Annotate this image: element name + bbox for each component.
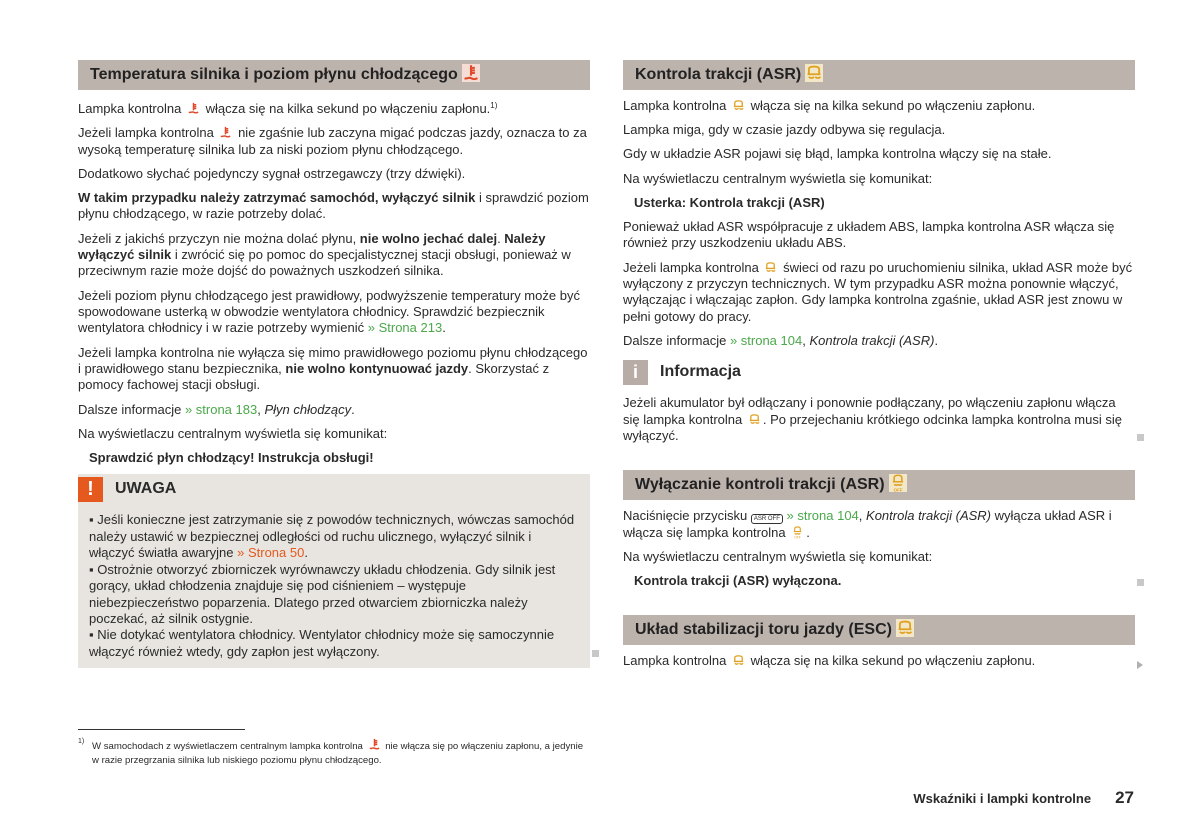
- paragraph: [78, 426, 590, 442]
- paragraph: [623, 508, 1135, 541]
- text: Dodatkowo słychać pojedynczy sygnał ostrzegawczy (trzy dźwięki).: [78, 165, 466, 181]
- message-line: [623, 573, 1135, 589]
- page-number: 27: [1115, 788, 1134, 807]
- page-link[interactable]: » Strona 213: [367, 320, 443, 336]
- end-marker-icon: [592, 650, 599, 657]
- info-title: Informacja: [660, 363, 741, 381]
- page-link[interactable]: » strona 104: [786, 508, 859, 524]
- page-footer: [913, 790, 1134, 807]
- text: ,: [257, 401, 265, 417]
- message-line: [78, 450, 590, 466]
- warning-box: [78, 474, 590, 668]
- esc-icon: [896, 619, 914, 637]
- continue-arrow-icon: [1137, 661, 1143, 669]
- left-column: [78, 60, 590, 668]
- text: W samochodach z wyświetlaczem centralnym lampka kontrolna: [92, 741, 366, 752]
- coolant-temperature-icon: [368, 738, 381, 751]
- page-link[interactable]: » Strona 50: [237, 545, 305, 561]
- paragraph: [623, 549, 1135, 565]
- info-body: [623, 395, 1135, 444]
- paragraph: [89, 562, 579, 628]
- coolant-temperature-icon: [462, 64, 480, 82]
- section-heading-asr-off: Wyłączanie kontroli trakcji (ASR) OFF: [623, 470, 1135, 500]
- text: Na wyświetlaczu centralnym wyświetla się komunikat:: [623, 549, 933, 565]
- page-link[interactable]: » strona 104: [729, 333, 803, 349]
- bold-text: W takim przypadku należy zatrzymać samochód, wyłączyć silnik: [78, 190, 476, 206]
- text: .: [304, 545, 308, 561]
- message-line: [623, 195, 1135, 211]
- footnote: 1) W samochodach z wyświetlaczem centralnym lampka kontrolna nie włącza się po włączeniu zapłonu, a jedynie w razie przegrzania silnika lub niskiego poziomu płynu chłodzącego.: [78, 738, 584, 766]
- bold-text: Należy wyłączyć silnik: [78, 230, 546, 263]
- asr-icon: [732, 654, 745, 667]
- text: .: [934, 333, 939, 349]
- paragraph: [623, 219, 1135, 252]
- paragraph: [78, 98, 590, 117]
- coolant-temperature-icon: [187, 102, 200, 115]
- display-message: Sprawdzić płyn chłodzący! Instrukcja obsługi!: [89, 450, 374, 466]
- italic-text: Płyn chłodzący: [264, 401, 352, 417]
- page-link[interactable]: » strona 183: [184, 401, 258, 417]
- text: Jeżeli poziom płynu chłodzącego jest prawidłowy, podwyższenie temperatury może być spowodowane usterką w obwodzie wentylatora chłodnicy. Sprawdzić bezpiecznik wentylatora chłodnicy i w razie potrzeby wymienić: [78, 287, 580, 336]
- paragraph: [623, 395, 1135, 444]
- end-marker-icon: [1137, 579, 1144, 586]
- text: Jeżeli lampka kontrolna nie wyłącza się mimo prawidłowego poziomu płynu chłodzącego i prawidłowego stanu bezpiecznika,: [78, 344, 588, 377]
- paragraph: [89, 627, 579, 660]
- bold-text: nie wolno jechać dalej: [359, 230, 498, 246]
- coolant-temperature-icon: [219, 126, 232, 139]
- paragraph: [78, 288, 590, 337]
- asr-off-icon: [889, 474, 907, 492]
- asr-off-body: [623, 508, 1135, 589]
- asr-icon: [748, 413, 761, 426]
- text: Jeżeli lampka kontrolna: [78, 125, 218, 141]
- section-heading-coolant: Temperatura silnika i poziom płynu chłodzącego: [78, 60, 590, 90]
- text: włącza się na kilka sekund po włączeniu zapłonu.: [201, 101, 491, 116]
- text: Jeżeli z jakichś przyczyn nie można dolać płynu,: [78, 230, 360, 246]
- asr-off-button-icon: ASR OFF: [751, 514, 783, 524]
- asr-icon: [732, 99, 745, 112]
- asr-body: [623, 98, 1135, 349]
- text: i sprawdzić poziom płynu chłodzącego, w razie potrzeby dolać.: [78, 190, 589, 222]
- bold-text: nie wolno kontynuować jazdy: [285, 361, 469, 377]
- text: Jeżeli akumulator był odłączany i ponownie podłączany, po włączeniu zapłonu włącza się lampka kontrolna: [623, 395, 1116, 427]
- text: świeci od razu po uruchomieniu silnika, układ ASR może być wyłączony z przyczyn technicznych. W tym przypadku ASR można ponownie włączyć, wyłączając i włączając zapłon. Gdy lampka kontrolna zgaśnie, układ ASR jest znowu w pełni gotowy do pracy.: [623, 259, 1133, 324]
- text: Gdy w układzie ASR pojawi się błąd, lampka kontrolna włączy się na stałe.: [623, 146, 1052, 162]
- text: Lampka kontrolna: [78, 101, 185, 116]
- svg-text:OFF: OFF: [893, 487, 903, 493]
- text: włącza się na kilka sekund po włączeniu zapłonu.: [746, 98, 1036, 113]
- footer-section-title: Wskaźniki i lampki kontrolne: [913, 791, 1092, 806]
- paragraph: [623, 122, 1135, 138]
- text: Dalsze informacje: [78, 401, 185, 417]
- info-icon: i: [623, 360, 648, 385]
- text: ▪ Jeśli konieczne jest zatrzymanie się z powodów technicznych, wówczas samochód należy ustawić w bezpiecznej odległości od ruchu ulicznego, wyłączyć silnik i włączyć światła awaryjne: [89, 512, 575, 561]
- text: . Skorzystać z pomocy fachowej stacji obsługi.: [78, 361, 550, 393]
- text: Lampka miga, gdy w czasie jazdy odbywa się regulacja.: [623, 122, 946, 138]
- paragraph: [78, 166, 590, 182]
- warning-title: UWAGA: [115, 480, 177, 498]
- text: i zwrócić się po pomoc do specjalistycznej stacji obsługi, ponieważ w przeciwnym razie może dojść do poważnych uszkodzeń silnika.: [78, 247, 571, 279]
- right-column: [623, 60, 1135, 678]
- coolant-body: [78, 98, 590, 466]
- footnote-ref: 1): [490, 101, 498, 110]
- section-heading-esc: Układ stabilizacji toru jazdy (ESC): [623, 615, 1135, 645]
- asr-icon: [805, 64, 823, 82]
- text: ,: [858, 508, 867, 524]
- text: Ponieważ układ ASR współpracuje z układem ABS, lampka kontrolna ASR włącza się również przy uszkodzeniu układu ABS.: [623, 219, 1115, 251]
- text: Naciśnięcie przycisku: [623, 508, 751, 524]
- footnote-divider: [78, 729, 245, 730]
- text: nie włącza się po włączeniu zapłonu, a jedynie w razie przegrzania silnika lub niskiego poziomu płynu chłodzącego.: [92, 741, 584, 766]
- paragraph: [78, 402, 590, 418]
- paragraph: [89, 512, 579, 561]
- paragraph: [78, 125, 590, 158]
- text: Lampka kontrolna: [623, 98, 730, 113]
- section-heading-asr: Kontrola trakcji (ASR): [623, 60, 1135, 90]
- warning-icon: !: [78, 477, 103, 502]
- text: ,: [802, 333, 810, 349]
- paragraph: [623, 171, 1135, 187]
- paragraph: [78, 345, 590, 394]
- text: włącza się na kilka sekund po włączeniu zapłonu.: [746, 653, 1036, 669]
- text: ▪ Ostrożnie otworzyć zbiorniczek wyrównawczy układu chłodzenia. Gdy silnik jest gorący, układ chłodzenia znajduje się pod ciśnieniem – występuje niebezpieczeństwo poparzenia. Dlatego przed otwarciem zbiorniczka należy poczekać, aż silnik ostygnie.: [89, 561, 556, 626]
- paragraph: [623, 333, 1135, 349]
- asr-icon: [764, 261, 777, 274]
- text: Na wyświetlaczu centralnym wyświetla się komunikat:: [623, 170, 933, 186]
- paragraph: [623, 146, 1135, 162]
- text: wyłącza układ ASR i włącza się lampka kontrolna: [623, 508, 1112, 540]
- text: Lampka kontrolna: [623, 653, 730, 669]
- esc-body: [623, 653, 1135, 669]
- display-message: Usterka: Kontrola trakcji (ASR): [634, 194, 825, 210]
- text: .: [442, 320, 446, 336]
- paragraph: [623, 653, 1135, 669]
- text: ▪ Nie dotykać wentylatora chłodnicy. Wentylator chłodnicy może się samoczynnie włączyć również wtedy, gdy zapłon jest wyłączony.: [89, 627, 555, 659]
- text: .: [351, 401, 355, 417]
- svg-text:OFF: OFF: [794, 535, 801, 539]
- paragraph: [78, 231, 590, 280]
- warning-items: [89, 512, 579, 660]
- text: Jeżeli lampka kontrolna: [623, 259, 763, 275]
- display-message: Kontrola trakcji (ASR) wyłączona.: [634, 573, 842, 589]
- end-marker-icon: [1137, 434, 1144, 441]
- paragraph: [78, 190, 590, 223]
- asr-off-icon: [791, 526, 804, 539]
- info-header: [623, 359, 1135, 385]
- paragraph: [623, 98, 1135, 114]
- text: .: [497, 230, 505, 246]
- text: Na wyświetlaczu centralnym wyświetla się komunikat:: [78, 425, 388, 441]
- italic-text: Kontrola trakcji (ASR): [809, 333, 935, 349]
- paragraph: [623, 260, 1135, 326]
- text: Dalsze informacje: [623, 333, 730, 349]
- text: .: [806, 524, 810, 540]
- text: . Po przejechaniu krótkiego odcinka lampka kontrolna musi się wyłączyć.: [623, 411, 1122, 444]
- text: nie zgaśnie lub zaczyna migać podczas jazdy, oznacza to za wysoką temperaturę silnika lub za niski poziom płynu chłodzącego.: [78, 125, 587, 157]
- italic-text: Kontrola trakcji (ASR): [866, 508, 992, 524]
